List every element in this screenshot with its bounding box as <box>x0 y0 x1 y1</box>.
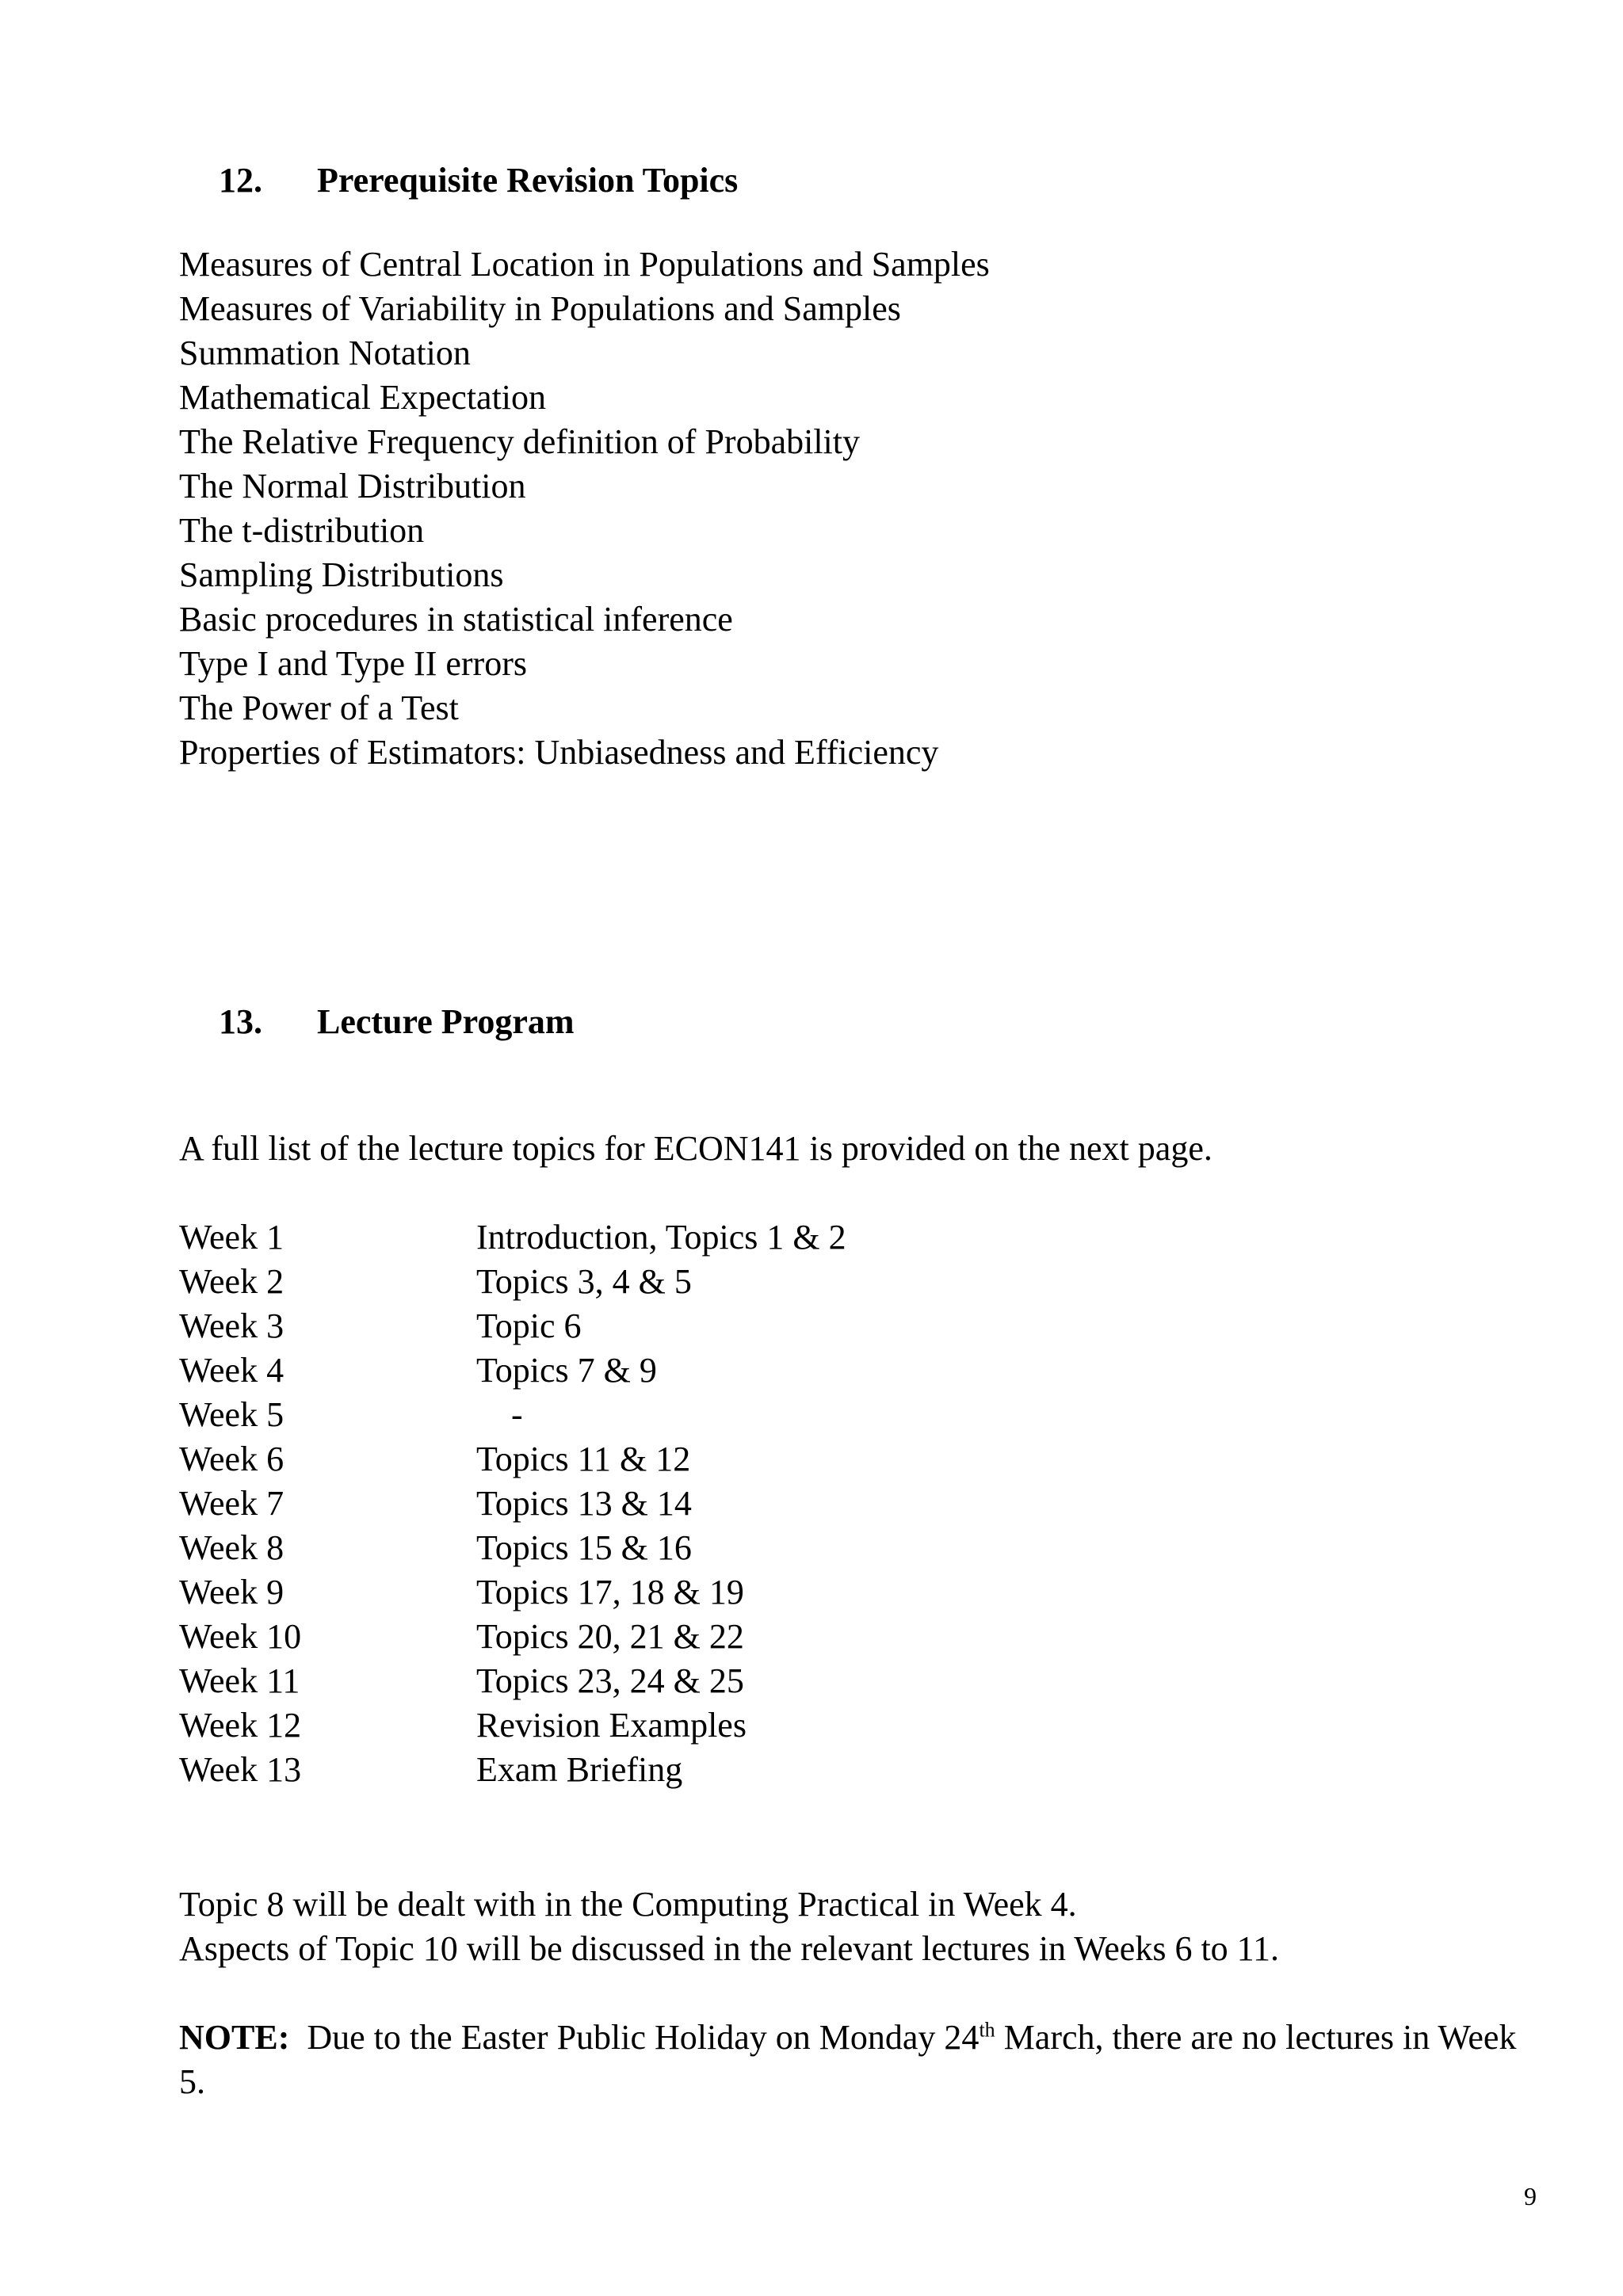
schedule-content: Revision Examples <box>476 1706 747 1745</box>
list-item: Basic procedures in statistical inference <box>179 600 733 639</box>
schedule-content: Topics 20, 21 & 22 <box>476 1617 744 1656</box>
schedule-row <box>179 1482 846 1526</box>
schedule-row <box>179 1748 846 1792</box>
schedule-content: Topics 17, 18 & 19 <box>476 1573 744 1611</box>
schedule-row <box>179 1570 846 1615</box>
lecture-schedule <box>179 1215 846 1792</box>
list-item: Summation Notation <box>179 334 471 372</box>
schedule-week: Week 5 <box>179 1395 285 1434</box>
note-line: Aspects of Topic 10 will be discussed in the relevant lectures in Weeks 6 to 11. <box>179 1929 1280 1968</box>
schedule-row <box>179 1437 846 1482</box>
page-number: 9 <box>1524 2182 1537 2210</box>
schedule-week: Week 2 <box>179 1262 285 1301</box>
schedule-content: - <box>511 1395 523 1434</box>
note-text-after: March, there are no lectures in Week 5. <box>179 2018 1517 2101</box>
lecture-program-intro: A full list of the lecture topics for ECON141 is provided on the next page. <box>179 1129 1212 1168</box>
schedule-row <box>179 1215 846 1260</box>
section-13-number: 13. <box>219 1002 262 1041</box>
holiday-note <box>179 2016 1542 2104</box>
schedule-content: Topics 11 & 12 <box>476 1440 691 1478</box>
schedule-week: Week 11 <box>179 1661 300 1700</box>
schedule-week: Week 3 <box>179 1306 285 1345</box>
schedule-row <box>179 1659 846 1703</box>
schedule-row <box>179 1393 846 1437</box>
schedule-content: Topics 3, 4 & 5 <box>476 1262 692 1301</box>
schedule-week: Week 13 <box>179 1750 302 1789</box>
note-text-before: Due to the Easter Public Holiday on Monday 24 <box>289 2018 980 2057</box>
note-superscript: th <box>979 2018 995 2042</box>
schedule-content: Topics 13 & 14 <box>476 1484 692 1523</box>
section-12-number: 12. <box>219 161 262 200</box>
section-12-heading <box>219 163 738 198</box>
prerequisite-topics-list <box>179 242 990 775</box>
section-13-heading <box>219 1002 575 1041</box>
schedule-content: Topics 23, 24 & 25 <box>476 1661 744 1700</box>
list-item: Properties of Estimators: Unbiasedness and Efficiency <box>179 733 939 772</box>
schedule-row <box>179 1703 846 1748</box>
list-item: The t-distribution <box>179 511 425 550</box>
schedule-row <box>179 1348 846 1393</box>
schedule-row <box>179 1260 846 1304</box>
schedule-week: Week 4 <box>179 1351 285 1390</box>
list-item: The Relative Frequency definition of Probability <box>179 422 861 461</box>
schedule-week: Week 7 <box>179 1484 285 1523</box>
schedule-content: Topics 7 & 9 <box>476 1351 657 1390</box>
note-label: NOTE: <box>179 2018 290 2057</box>
section-13-title: Lecture Program <box>317 1002 575 1041</box>
list-item: Sampling Distributions <box>179 555 504 594</box>
schedule-week: Week 9 <box>179 1573 285 1611</box>
schedule-week: Week 1 <box>179 1218 285 1257</box>
schedule-week: Week 12 <box>179 1706 302 1745</box>
schedule-row <box>179 1615 846 1659</box>
schedule-row <box>179 1526 846 1570</box>
list-item: Type I and Type II errors <box>179 644 527 683</box>
schedule-week: Week 6 <box>179 1440 285 1478</box>
list-item: The Normal Distribution <box>179 467 526 505</box>
schedule-row <box>179 1304 846 1348</box>
section-12-title: Prerequisite Revision Topics <box>317 161 739 200</box>
list-item: Measures of Variability in Populations and Samples <box>179 289 901 328</box>
note-line: Topic 8 will be dealt with in the Computing Practical in Week 4. <box>179 1885 1077 1924</box>
schedule-content: Topic 6 <box>476 1306 582 1345</box>
lecture-notes <box>179 1882 1279 1971</box>
schedule-week: Week 8 <box>179 1528 285 1567</box>
list-item: Measures of Central Location in Populations and Samples <box>179 245 990 284</box>
schedule-content: Exam Briefing <box>476 1750 683 1789</box>
schedule-content: Topics 15 & 16 <box>476 1528 692 1567</box>
list-item: Mathematical Expectation <box>179 378 547 417</box>
schedule-content: Introduction, Topics 1 & 2 <box>476 1218 846 1257</box>
schedule-week: Week 10 <box>179 1617 302 1656</box>
list-item: The Power of a Test <box>179 688 459 727</box>
